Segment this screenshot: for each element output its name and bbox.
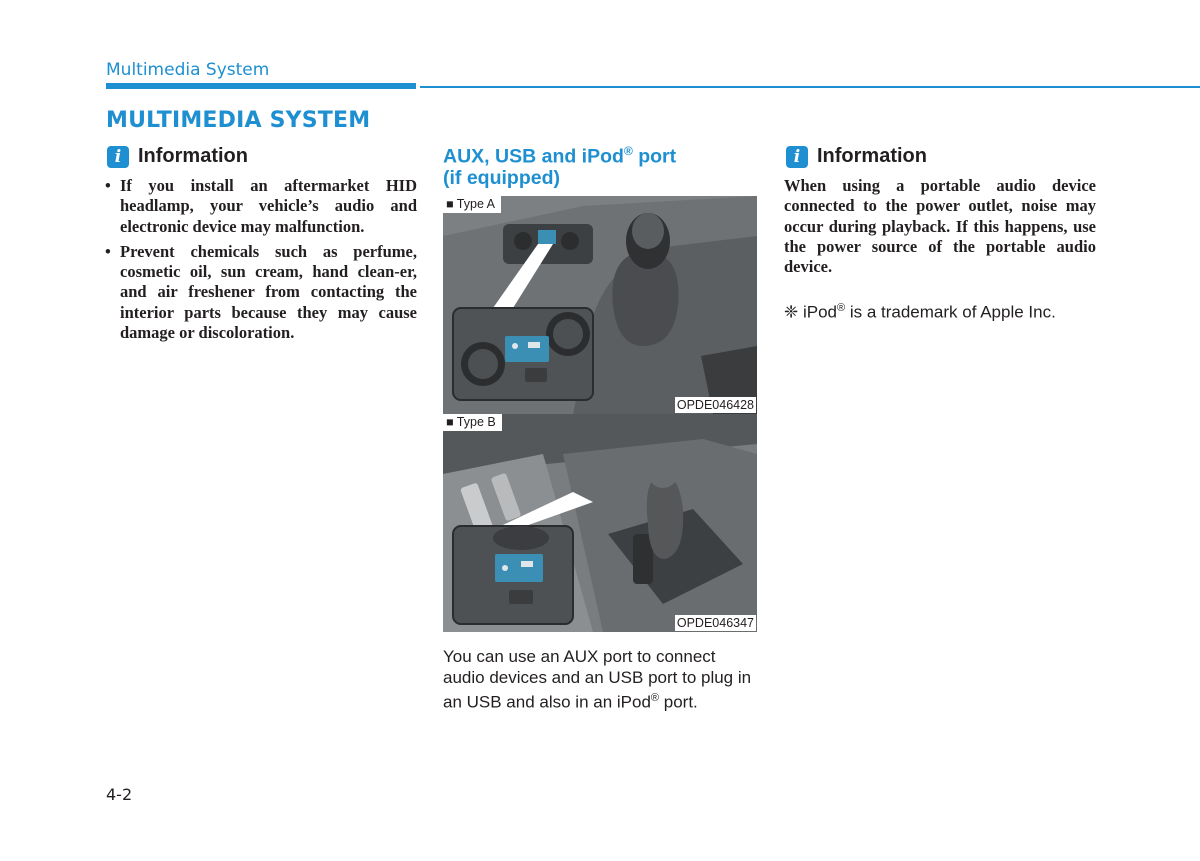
info-icon: i <box>786 146 808 168</box>
page-number: 4-2 <box>106 785 133 804</box>
info-label: Information <box>138 145 248 167</box>
console-illustration-b <box>443 414 757 632</box>
page-heading: MULTIMEDIA SYSTEM <box>106 108 371 133</box>
port-description: You can use an AUX port to connect audio devices and an USB port to plug in an USB and also in an iPod® port. <box>443 647 752 712</box>
figure-type-a <box>443 196 757 414</box>
figure-type-label: ■ Type B <box>443 414 502 431</box>
figure-code: OPDE046347 <box>676 616 754 630</box>
section-title: Multimedia System <box>106 60 270 80</box>
info-icon: i <box>107 146 129 168</box>
info-label: Information <box>817 145 927 167</box>
header-rule-thick <box>106 83 416 89</box>
info-header-left <box>107 145 248 168</box>
console-illustration-a <box>443 196 757 414</box>
header-rule-thin <box>420 86 1200 88</box>
info-bullet-item: • Prevent chemicals such as perfume, cosmetic oil, sun cream, hand clean-er, and air freshener from contacting the interior parts because they may cause damage or discoloration. <box>105 242 417 343</box>
port-heading: AUX, USB and iPod® port (if equipped) <box>443 144 677 189</box>
info-paragraph: When using a portable audio device connected to the power outlet, noise may occur during playback. If this happens, use the power source of the portable audio device. <box>784 176 1096 277</box>
trademark-note: ❈ iPod® is a trademark of Apple Inc. <box>784 302 1056 322</box>
info-bullet-item: • If you install an aftermarket HID headlamp, your vehicle’s audio and electronic device may malfunction. <box>105 176 417 237</box>
figure-code: OPDE046428 <box>676 398 754 412</box>
info-bullet-list <box>105 176 417 348</box>
info-header-right <box>786 145 927 168</box>
figure-type-b <box>443 414 757 632</box>
figure-type-label: ■ Type A <box>443 196 501 213</box>
